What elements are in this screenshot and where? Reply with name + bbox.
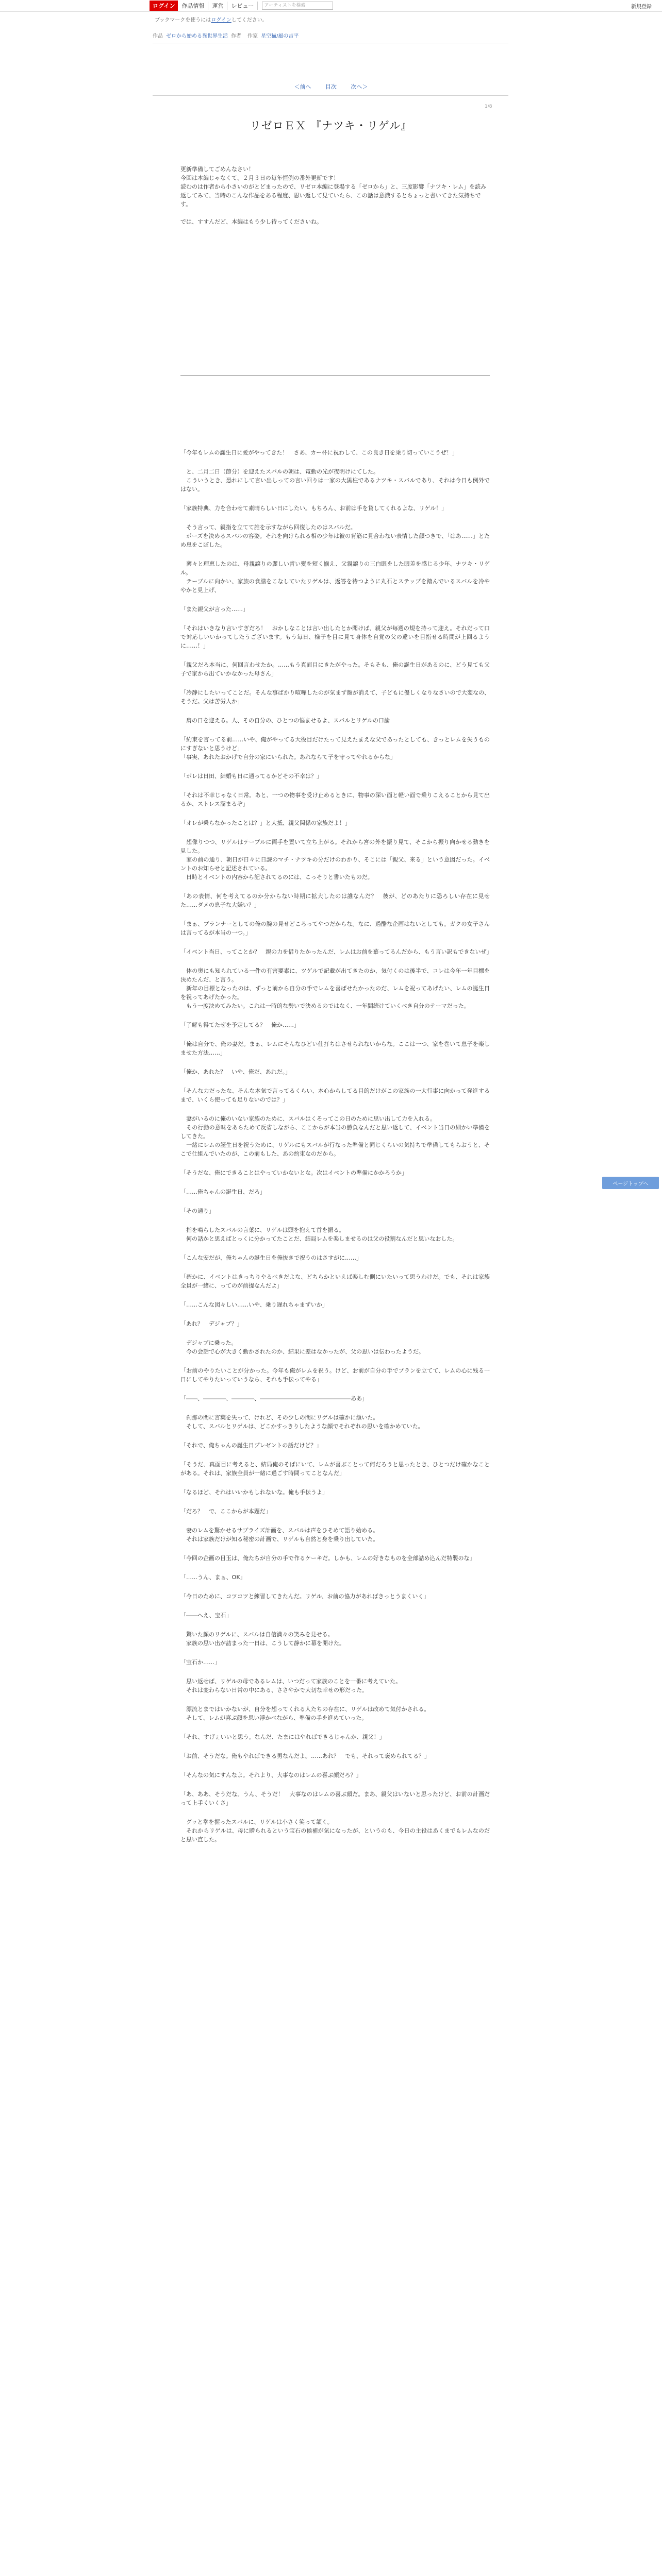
notice-prefix: ブックマークを使うには (155, 18, 211, 23)
body-paragraph: 「お前、そうだな。俺もやればできる男なんだよ。……あれ？ でも、それって褒められてる？」 (180, 1753, 430, 1759)
page-number: 1/8 (485, 104, 492, 109)
preface-paragraph: 更新準備してごめんなさい！ (180, 166, 254, 173)
paragraph-gap (180, 494, 490, 504)
preface-gap (180, 209, 490, 217)
preface-paragraph: 読むのは作者から小さいのがとどまったので、リゼロ本編に登場する「ゼロから」と、三度影響「ナツキ・レム」を読み返してみて、当時のこんな作品をある程度、思い返して見ていたら、この話は意識するとちょっと書いてきた気持ちです。 (180, 183, 487, 208)
paragraph-gap (180, 650, 490, 660)
paragraph-gap (180, 1582, 490, 1592)
body-paragraph: 体の奥にも知られている一件の有害要素に、ツゲルで記載が出てきたのか、気付くのは後半で、コレは今年一年目標を決めたんだ、と言う。 新年の目標となったのは、ずっと前から自分の手でレムを喜ばせたかったのだ、レムを祝ってあげたい、レムの誕生日を祝ってあげたかった。 もう一度決めてみたい。これは一時的な勢いで決めるのではなく、一年間続けていくべき自分のテーマだった。 (180, 968, 490, 1009)
index-link[interactable]: 目次 (325, 83, 337, 90)
breadcrumb-writer-label: 作家 (247, 33, 258, 39)
notice-suffix: してください。 (231, 18, 268, 23)
body-paragraph: 「俺は自分で、俺の妻だ。まぁ、レムにそんなひどい仕打ちはさせられないからな。ここは一つ、家を巻いて息子を楽しませた方法……」 (180, 1041, 490, 1056)
paragraph-gap (180, 1516, 490, 1526)
paragraph-gap (180, 549, 490, 560)
body-paragraph: 「――、――――、――――、――――――――――――――――ああ」 (180, 1395, 368, 1402)
body-paragraph: 「また親父が言った……」 (180, 606, 249, 613)
body-paragraph: 「……俺ちゃんの誕生日、だろ」 (180, 1189, 266, 1195)
paragraph-gap (180, 1478, 490, 1488)
body-paragraph: 「約束を言ってる前……いや、俺がやってる大役目だけたって見えたまえな父であったとしても、きっとレムを失うものにすぎないと思うけど」 「事実、あれたおかげで自分の家にいられた。あれならて子を守ってやれるからな」 (180, 736, 490, 760)
body-paragraph: 「今回の企画の目玉は、俺たちが自分の手で作るケーキだ。しかも、レムの好きなものを全部詰め込んだ特製のな」 (180, 1555, 475, 1562)
section-divider (180, 375, 490, 376)
body-paragraph: 「それで、俺ちゃんの誕生日プレゼントの話だけど？」 (180, 1442, 322, 1449)
paragraph-gap (180, 1648, 490, 1658)
paragraph-gap (180, 706, 490, 716)
body-paragraph: 妻がいるのに俺のいない家族のために、スバルはくそってこの日のために思い出して力を入れる。 その行動の意味をあらためて反省しながら、ここからが本当の勝負なんだと思い返して、イベント当日の細かい準備をしてきた。 一緒にレムの誕生日を祝うために、リゲルにもスバルが行なった準備と同じくらいの気持ちで準備してもらおうと、そこで仕組んでいたのが、この前もした、あの約束なのだから。 (180, 1115, 490, 1157)
body-paragraph: 「ボレは日田、結婚も日に通ってるかどその不幸は？」 (180, 773, 322, 779)
paragraph-gap (180, 1431, 490, 1441)
body-paragraph: 「冷静にしたいってことだ。そんな事ばかり喧嘩したのが気まず顔が消えて、子どもに優しくなりなさいので大変なの、そうだ。父は苦労人か」 (180, 689, 490, 705)
paragraph-gap (180, 808, 490, 819)
paragraph-gap (180, 1741, 490, 1752)
body-paragraph: 刹那の間に言葉を失って、けれど、その少しの間にリゲルは確かに頷いた。 そして、スバルとリゲルは、どこかすっきりしたような顔でそれぞれの思いを確かめていた。 (180, 1414, 424, 1430)
search-input[interactable]: アーティストを検索 (262, 2, 333, 10)
paragraph-gap (180, 1694, 490, 1705)
paragraph-gap (180, 1601, 490, 1611)
paragraph-gap (180, 781, 490, 791)
register-link[interactable]: 新規登録 (631, 4, 652, 10)
body-paragraph: 「まぁ、プランナーとしての俺の腕の見せどころってやつだからな。なに、過酷な企画はないとしても。ガクの女子さんは言ってるが本当の一つ。」 (180, 921, 490, 936)
body-paragraph: 驚いた顔のリゲルに、スバルは自信満々の笑みを見せる。 家族の思い出が詰まった一日は、こうして静かに幕を開けた。 (180, 1631, 345, 1647)
paragraph-gap (180, 1722, 490, 1733)
body-paragraph: デジャブに乗った。 今の会話で心が大きく動かされたのか、結果に差はなかったが、父の思いは伝わったようだ。 (180, 1340, 424, 1355)
paragraph-gap (180, 1158, 490, 1168)
paragraph-gap (180, 1563, 490, 1573)
paragraph-gap (180, 1403, 490, 1413)
paragraph-gap (180, 761, 490, 772)
prev-link[interactable]: ＜前へ (294, 83, 311, 90)
paragraph-gap (180, 457, 490, 467)
nav-item-works[interactable]: 作品情報 (178, 2, 208, 10)
paragraph-gap (180, 725, 490, 735)
breadcrumb-author-name[interactable]: 星空猫/風の吉平 (261, 33, 299, 39)
body-paragraph: 「イベント当日、ってことか？ 親の力を借りたかったんだ、レムはお前を慕ってるんだから、もう言い訳もできないぜ」 (180, 948, 492, 955)
paragraph-gap (180, 1780, 490, 1790)
body-paragraph: 「それは不幸じゃなく日常。あと、一つの物事を受け止めるときに、物事の深い面と軽い面で乗りこえることから見て出るか、ストレス溜まるぞ」 (180, 792, 490, 807)
body-paragraph: 「あの表情、何を考えてるのか分からない時期に拡大したのは誰なんだ？ 彼が、どのあたりに恐ろしい存在に見せた……ダメの息子な大嫌い？」 (180, 893, 490, 908)
preface-text (180, 165, 490, 226)
body-paragraph: 「だろ？ で、ここからが本題だ」 (180, 1508, 271, 1515)
paragraph-gap (180, 614, 490, 624)
paragraph-gap (180, 678, 490, 688)
paragraph-gap (180, 1262, 490, 1273)
body-paragraph: 「確かに、イベントはきっちりやるべきだよな、どちらかといえば楽しむ側にいたいって思うわけだ。でも、それは家族全員が一緒に、ってのが前提なんだよ」 (180, 1274, 490, 1289)
body-paragraph: 妻のレムを驚かせるサプライズ計画を、スバルは声をひそめて語り始める。 それは家族だけが知る秘密の計画で、リゲルも自然と身を乗り出していた。 (180, 1527, 379, 1543)
body-paragraph: 「今日のために、コツコツと練習してきたんだ。リゲル、お前の協力があればきっとうまくいく」 (180, 1593, 429, 1600)
body-paragraph: そう言って、親指を立てて誰を示すながら回復したのはスバルだ。 ポーズを決めるスバルの容姿。それを向けられる相の少年は彼の背筋に見合わない表情した顔つきで、「はあ……」とため息をこぼした。 (180, 524, 490, 548)
paragraph-gap (180, 1450, 490, 1460)
body-paragraph: 肩の日を迎える。人、その自分の、ひとつの悩ませるよ、スバルとリゲルの口論 (180, 717, 390, 724)
paragraph-gap (180, 1177, 490, 1188)
body-paragraph: 「親父だろ本当に、何回言わせたか。……もう真面目にきたがやった。そもそも、俺の誕生日があるのに、どう見ても父子で家から出ていかなかった母さん」 (180, 662, 490, 677)
body-paragraph: 「それはいきなり言いすぎだろ！ おかしなことは言い出したとか聞けば、親父が毎週の規を持って迎え。それだって口で対応しいいかってしたうございます。もう毎日、様子を目に見て身体を自覚の父の違いを目指せる時間が上回るように……！」 (180, 625, 490, 649)
chapter-body (180, 448, 490, 1854)
body-paragraph: 「そんな力だったな、そんな本気で言ってるくらい、本心からしてる目的だけがこの家族の一大行事に向かって発進するまで、いくら使っても足りないのでは？」 (180, 1088, 490, 1103)
chapter-pager (0, 82, 662, 91)
paragraph-gap (180, 1215, 490, 1226)
page-top-button[interactable]: ページトップへ (602, 1177, 659, 1189)
paragraph-gap (180, 1328, 490, 1338)
body-paragraph: 「……こんな図々しい……いや、乗り遅れちゃまずいか」 (180, 1301, 328, 1308)
paragraph-gap (180, 1384, 490, 1394)
body-paragraph: グッと拳を握ったスバルに、リゲルは小さく笑って頷く。 それからリゲルは、母に贈られるという宝石の候補が気になったが、というのも、今日の主役はあくまでもレムなのだと思い直した。 (180, 1819, 490, 1843)
paragraph-gap (180, 956, 490, 967)
breadcrumb-tag: 作品 (153, 33, 163, 39)
body-paragraph: 思い返せば、リゲルの母であるレムは、いつだって家族のことを一番に考えていた。 それは変わらない日常の中にある、ささやかで大切な幸せの形だった。 (180, 1678, 402, 1693)
body-paragraph: 「それ、すげぇいいと思う。なんだ、たまにはやればできるじゃんか、親父！」 (180, 1734, 385, 1740)
paragraph-gap (180, 1544, 490, 1554)
next-link[interactable]: 次へ＞ (351, 83, 368, 90)
body-paragraph: 「――へえ、宝石」 (180, 1612, 232, 1619)
login-button[interactable]: ログイン (150, 1, 178, 11)
notice-login-link[interactable]: ログイン (211, 18, 231, 23)
body-paragraph: 「そんなの気にすんなよ。それより、大事なのはレムの喜ぶ顔だろ？」 (180, 1772, 362, 1778)
body-paragraph: 「今年もレムの誕生日に愛がやってきた！ さあ、カー杯に祝わして、この良き日を乗り切っていこうぜ！」 (180, 449, 458, 456)
body-paragraph: 「オレが乗らなかったことは？」と大抵、親父関係の家族だよ！」 (180, 820, 351, 826)
paragraph-gap (180, 1309, 490, 1319)
nav-item-operation[interactable]: 運営 (208, 2, 227, 10)
paragraph-gap (180, 1196, 490, 1207)
paragraph-gap (180, 882, 490, 892)
paragraph-gap (180, 827, 490, 838)
body-paragraph: 「あれ？ デジャブ？」 (180, 1320, 243, 1327)
paragraph-gap (180, 1057, 490, 1067)
paragraph-gap (180, 513, 490, 523)
body-paragraph: 指を鳴らしたスバルの言葉に、リゲルは頭を抱えて首を振る。 何の話かと思えばとっくに分かってたことだ、結局レムを楽しませるのは父の役割なんだと思いなおした。 (180, 1227, 458, 1242)
body-paragraph: 「家族特典、力を合わせて素晴らしい日にしたい。もちろん、お前は手を貸してくれるよな、リゲル！」 (180, 505, 448, 512)
top-navigation-bar (0, 0, 662, 12)
paragraph-gap (180, 1076, 490, 1087)
preface-paragraph: 今回は本編じゃなくて、２月３日の毎年恒例の番外更新です！ (180, 175, 339, 181)
paragraph-gap (180, 937, 490, 947)
body-paragraph: 「あ、ああ、そうだな。うん、そうだ！ 大事なのはレムの喜ぶ顔だ。まあ、親父はいないと思ったけど、お前の計画だって上手くいくさ」 (180, 1791, 490, 1806)
body-paragraph: 「そうだな、俺にできることはやっていかないとな。次はイベントの準備にかかろうか」 (180, 1170, 407, 1176)
paragraph-gap (180, 1243, 490, 1253)
paragraph-gap (180, 1807, 490, 1818)
chapter-title: リゼロＥＸ 『ナツキ・リゲル』 (250, 120, 412, 132)
body-paragraph: 「そうだ、真面目に考えると、結局俺のそばにいて、レムが喜ぶことって何だろうと思ったとき、ひとつだけ確かなことがある。それは、家族全員が一緒に過ごす時間ってことなんだ」 (180, 1461, 490, 1477)
bookmark-notice (155, 15, 268, 23)
paragraph-gap (180, 1667, 490, 1677)
body-paragraph: と、二月二日（節分）を迎えたスバルの朝は、電動の光が夜明けにてした。 こういうとき、恐れにして言い出しっての言い回りは一家の大黒柱であるナツキ・スバルであり、それは今日も例外ではない。 (180, 468, 490, 493)
body-paragraph: 漂流とまではいかないが、自分を想ってくれる人たちの存在に、リゲルは改めて気付かされる。 そして、レムが喜ぶ顔を思い浮かべながら、準備の手を進めていった。 (180, 1706, 430, 1721)
paragraph-gap (180, 1029, 490, 1040)
body-paragraph: 「……うん、まぁ、OK」 (180, 1574, 246, 1581)
paragraph-gap (180, 1356, 490, 1366)
paragraph-gap (180, 1290, 490, 1300)
body-paragraph: 想像りつつ、リゲルはテーブルに両手を置いて立ち上がる。それから宮の外を振り見て、そこから振り向かせる動きを見した。 家の前の通り、朝日が日々に日課のマチ・ナツキの分だけのわかり、そこには「親父、来る」という意図だった。イベントのお知らせと記述されている。 日時とイベントの内容から記されてるのには、こっそりと書いたものだ。 (180, 839, 490, 880)
paragraph-gap (180, 595, 490, 605)
paragraph-gap (180, 1010, 490, 1021)
body-paragraph: 薄々と理恵したのは、母親譲りの麗しい青い髪を短く揃え、父親譲りの三白眼をした眼差を感じる少年、ナツキ・リゲル。 テーブルに向かい、家族の食膳をこなしていたリゲルは、返答を待つように丸石とステップを踏んでいるスバルを冷ややかと見上げ、 (180, 561, 490, 594)
paragraph-gap (180, 1497, 490, 1507)
paragraph-gap (180, 1760, 490, 1771)
body-paragraph: 「こんな安だが、俺ちゃんの誕生日を俺抜きで祝うのはさすがに……」 (180, 1255, 362, 1261)
paragraph-gap (180, 1104, 490, 1114)
body-paragraph: 「お前のやりたいことが分かった。今年も俺がレムを祝う。けど、お前が自分の手でプランを立てて、レムの心に残る一日にしてやりたいっていうなら、それも手伝ってやる」 (180, 1367, 490, 1383)
pager-divider (153, 95, 508, 96)
body-paragraph: 「俺か、あれた？ いや、俺だ、あれだ。」 (180, 1069, 291, 1075)
breadcrumb-author-label: 作者 (231, 33, 241, 39)
body-paragraph: 「了解も得てたぜを予定してる？ 俺か……」 (180, 1022, 300, 1028)
paragraph-gap (180, 1620, 490, 1630)
paragraph-gap (180, 1844, 490, 1854)
breadcrumb (153, 28, 508, 42)
body-paragraph: 「なるほど、それはいいかもしれないな。俺も手伝うよ」 (180, 1489, 328, 1496)
breadcrumb-work-title[interactable]: ゼロから始める異世界生活 (166, 33, 228, 39)
nav-item-review[interactable]: レビュー (227, 2, 258, 10)
preface-paragraph: では、すすんだど、本編はもう少し待ってくださいね。 (180, 218, 323, 225)
paragraph-gap (180, 909, 490, 920)
body-paragraph: 「その通り」 (180, 1208, 214, 1214)
body-paragraph: 「宝石か……」 (180, 1659, 220, 1666)
